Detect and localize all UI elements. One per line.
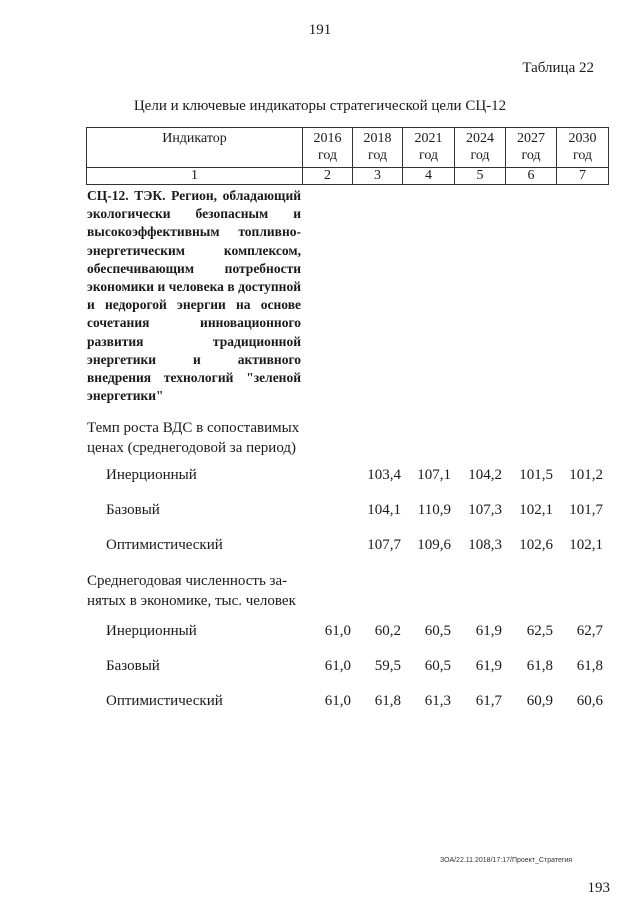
header-row bbox=[87, 128, 609, 168]
scenario-name: Базовый bbox=[106, 658, 160, 674]
value-cell: 104,1 bbox=[367, 502, 401, 518]
column-number: 3 bbox=[353, 168, 403, 185]
value-cell: 61,0 bbox=[324, 693, 351, 709]
value-cell: 109,6 bbox=[417, 537, 451, 553]
value-cell: 103,4 bbox=[367, 467, 401, 483]
table-row bbox=[0, 693, 640, 713]
indicator-label: Среднегодовая численность за- нятых в экономике, тыс. человек bbox=[87, 573, 296, 609]
value-cell: 101,5 bbox=[519, 467, 553, 483]
value-cell: 60,5 bbox=[424, 658, 451, 674]
table-row bbox=[0, 467, 640, 487]
scenario-name: Оптимистический bbox=[106, 693, 223, 709]
table-row bbox=[0, 658, 640, 678]
value-cell: 60,5 bbox=[424, 623, 451, 639]
value-cell: 60,6 bbox=[576, 693, 603, 709]
year-header-2016: 2016 год bbox=[303, 128, 353, 168]
page-number-top: 191 bbox=[308, 22, 332, 38]
value-cell: 60,2 bbox=[374, 623, 401, 639]
year-header-2021: 2021 год bbox=[403, 128, 455, 168]
value-cell: 61,3 bbox=[424, 693, 451, 709]
table-label: Таблица 22 bbox=[522, 60, 594, 76]
header-table bbox=[86, 127, 609, 185]
value-cell: 107,3 bbox=[468, 502, 502, 518]
table-row bbox=[0, 537, 640, 557]
value-cell: 104,2 bbox=[468, 467, 502, 483]
value-cell: 108,3 bbox=[468, 537, 502, 553]
value-cell: 61,9 bbox=[475, 623, 502, 639]
value-cell: 61,0 bbox=[324, 658, 351, 674]
value-cell: 61,9 bbox=[475, 658, 502, 674]
column-number-row bbox=[87, 168, 609, 185]
value-cell: 61,8 bbox=[526, 658, 553, 674]
value-cell: 107,7 bbox=[367, 537, 401, 553]
value-cell: 102,1 bbox=[519, 502, 553, 518]
column-number: 5 bbox=[455, 168, 506, 185]
scenario-name: Инерционный bbox=[106, 467, 197, 483]
value-cell: 102,6 bbox=[519, 537, 553, 553]
year-header-2024: 2024 год bbox=[455, 128, 506, 168]
year-header-2030: 2030 год bbox=[557, 128, 609, 168]
value-cell: 61,8 bbox=[374, 693, 401, 709]
value-cell: 62,5 bbox=[526, 623, 553, 639]
value-cell: 101,2 bbox=[569, 467, 603, 483]
value-cell: 62,7 bbox=[576, 623, 603, 639]
indicator-label: Темп роста ВДС в сопоставимых ценах (среднегодовой за период) bbox=[87, 420, 300, 456]
scenario-name: Инерционный bbox=[106, 623, 197, 639]
scenario-name: Оптимистический bbox=[106, 537, 223, 553]
value-cell: 101,7 bbox=[569, 502, 603, 518]
year-header-2018: 2018 год bbox=[353, 128, 403, 168]
value-cell: 61,0 bbox=[324, 623, 351, 639]
column-number: 2 bbox=[303, 168, 353, 185]
table-row bbox=[0, 623, 640, 643]
column-number: 1 bbox=[87, 168, 303, 185]
year-header-2027: 2027 год bbox=[506, 128, 557, 168]
strategic-goal-text: СЦ-12. ТЭК. Регион, обладающий экологически безопасным и высокоэффективным топливно-энергетическим комплексом, обеспечивающим потребности экономики и человека в доступной и недорогой энергии на основе сочетания инновационного развития традиционной энергетики и активного внедрения технологий "зеленой энергетики" bbox=[87, 188, 301, 404]
scenario-name: Базовый bbox=[106, 502, 160, 518]
value-cell: 61,8 bbox=[576, 658, 603, 674]
value-cell: 110,9 bbox=[417, 502, 451, 518]
value-cell: 107,1 bbox=[417, 467, 451, 483]
value-cell: 59,5 bbox=[374, 658, 401, 674]
value-cell: 61,7 bbox=[475, 693, 502, 709]
column-number: 6 bbox=[506, 168, 557, 185]
value-cell: 102,1 bbox=[569, 537, 603, 553]
column-number: 4 bbox=[403, 168, 455, 185]
footer-code: ЗОА/22.11.2018/17:17/Проект_Стратегия bbox=[440, 857, 573, 864]
indicator-header: Индикатор bbox=[87, 128, 303, 168]
table-row bbox=[0, 502, 640, 522]
column-number: 7 bbox=[557, 168, 609, 185]
table-title: Цели и ключевые индикаторы стратегической цели СЦ-12 bbox=[133, 98, 507, 114]
value-cell: 60,9 bbox=[526, 693, 553, 709]
page-number-bottom: 193 bbox=[587, 880, 610, 896]
